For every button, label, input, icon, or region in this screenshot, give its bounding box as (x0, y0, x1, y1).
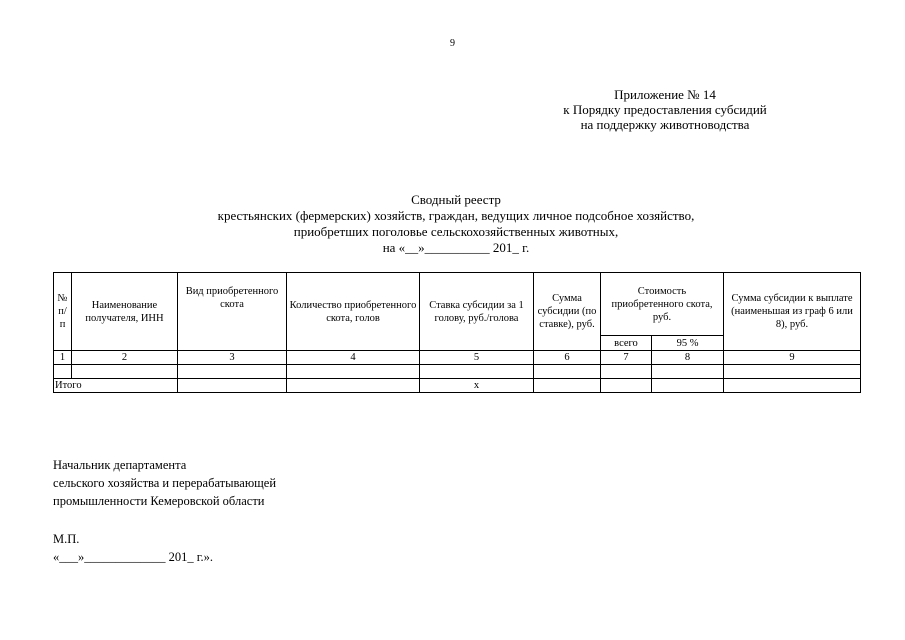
column-number: 7 (601, 351, 652, 365)
stamp-block (53, 530, 213, 566)
appendix-header (520, 87, 810, 132)
total-label: Итого (54, 379, 178, 393)
signature-block (53, 456, 276, 510)
table-cell (724, 365, 861, 379)
table-cell (601, 379, 652, 393)
table-cell (178, 379, 287, 393)
document-title (0, 192, 905, 256)
table-cell (652, 379, 724, 393)
table-cell (724, 379, 861, 393)
table-cell (72, 365, 178, 379)
appendix-line-3: на поддержку животноводства (580, 117, 750, 132)
header-recipient: Наименование получателя, ИНН (72, 273, 178, 351)
signature-line-2: сельского хозяйства и перерабатывающей (53, 476, 277, 490)
appendix-line-1: Приложение № 14 (614, 87, 716, 102)
column-number: 8 (652, 351, 724, 365)
stamp-date-line: «___»_____________ 201_ г.». (53, 550, 213, 564)
column-number: 9 (724, 351, 861, 365)
table-cell (652, 365, 724, 379)
table-header-row (54, 273, 861, 336)
header-cost-95: 95 % (652, 336, 724, 351)
header-cost: Стоимость приобретенного скота, руб. (601, 273, 724, 336)
table-row (54, 365, 861, 379)
stamp-label: М.П. (53, 532, 80, 546)
header-rate: Ставка субсидии за 1 голову, руб./голова (420, 273, 534, 351)
table-cell (534, 379, 601, 393)
total-row (54, 379, 861, 393)
table-cell (287, 365, 420, 379)
signature-line-1: Начальник департамента (53, 458, 187, 472)
column-number: 3 (178, 351, 287, 365)
table-cell (178, 365, 287, 379)
title-line-3: приобретших поголовье сельскохозяйственных животных, (293, 224, 619, 239)
header-subsidy-sum: Сумма субсидии (по ставке), руб. (534, 273, 601, 351)
title-line-2: крестьянских (фермерских) хозяйств, граждан, ведущих личное подсобное хозяйство, (217, 208, 695, 223)
table-cell (420, 365, 534, 379)
page-number: 9 (450, 38, 455, 49)
registry-table (53, 272, 861, 393)
header-cost-total: всего (601, 336, 652, 351)
column-number: 4 (287, 351, 420, 365)
header-payout: Сумма субсидии к выплате (наименьшая из граф 6 или 8), руб. (724, 273, 861, 351)
title-line-4: на «__»__________ 201_ г. (382, 240, 530, 255)
table-cell (534, 365, 601, 379)
header-quantity: Количество приобретенного скота, голов (287, 273, 420, 351)
column-number: 6 (534, 351, 601, 365)
signature-line-3: промышленности Кемеровской области (53, 494, 265, 508)
column-number: 1 (54, 351, 72, 365)
table-cell (601, 365, 652, 379)
appendix-line-2: к Порядку предоставления субсидий (563, 102, 767, 117)
table-cell (287, 379, 420, 393)
table-cell (54, 365, 72, 379)
column-number: 2 (72, 351, 178, 365)
column-number: 5 (420, 351, 534, 365)
column-number-row (54, 351, 861, 365)
total-rate-mark: x (420, 379, 534, 393)
title-line-1: Сводный реестр (411, 192, 501, 207)
header-num: № п/п (54, 273, 72, 351)
header-livestock-type: Вид приобретенного скота (178, 273, 287, 351)
